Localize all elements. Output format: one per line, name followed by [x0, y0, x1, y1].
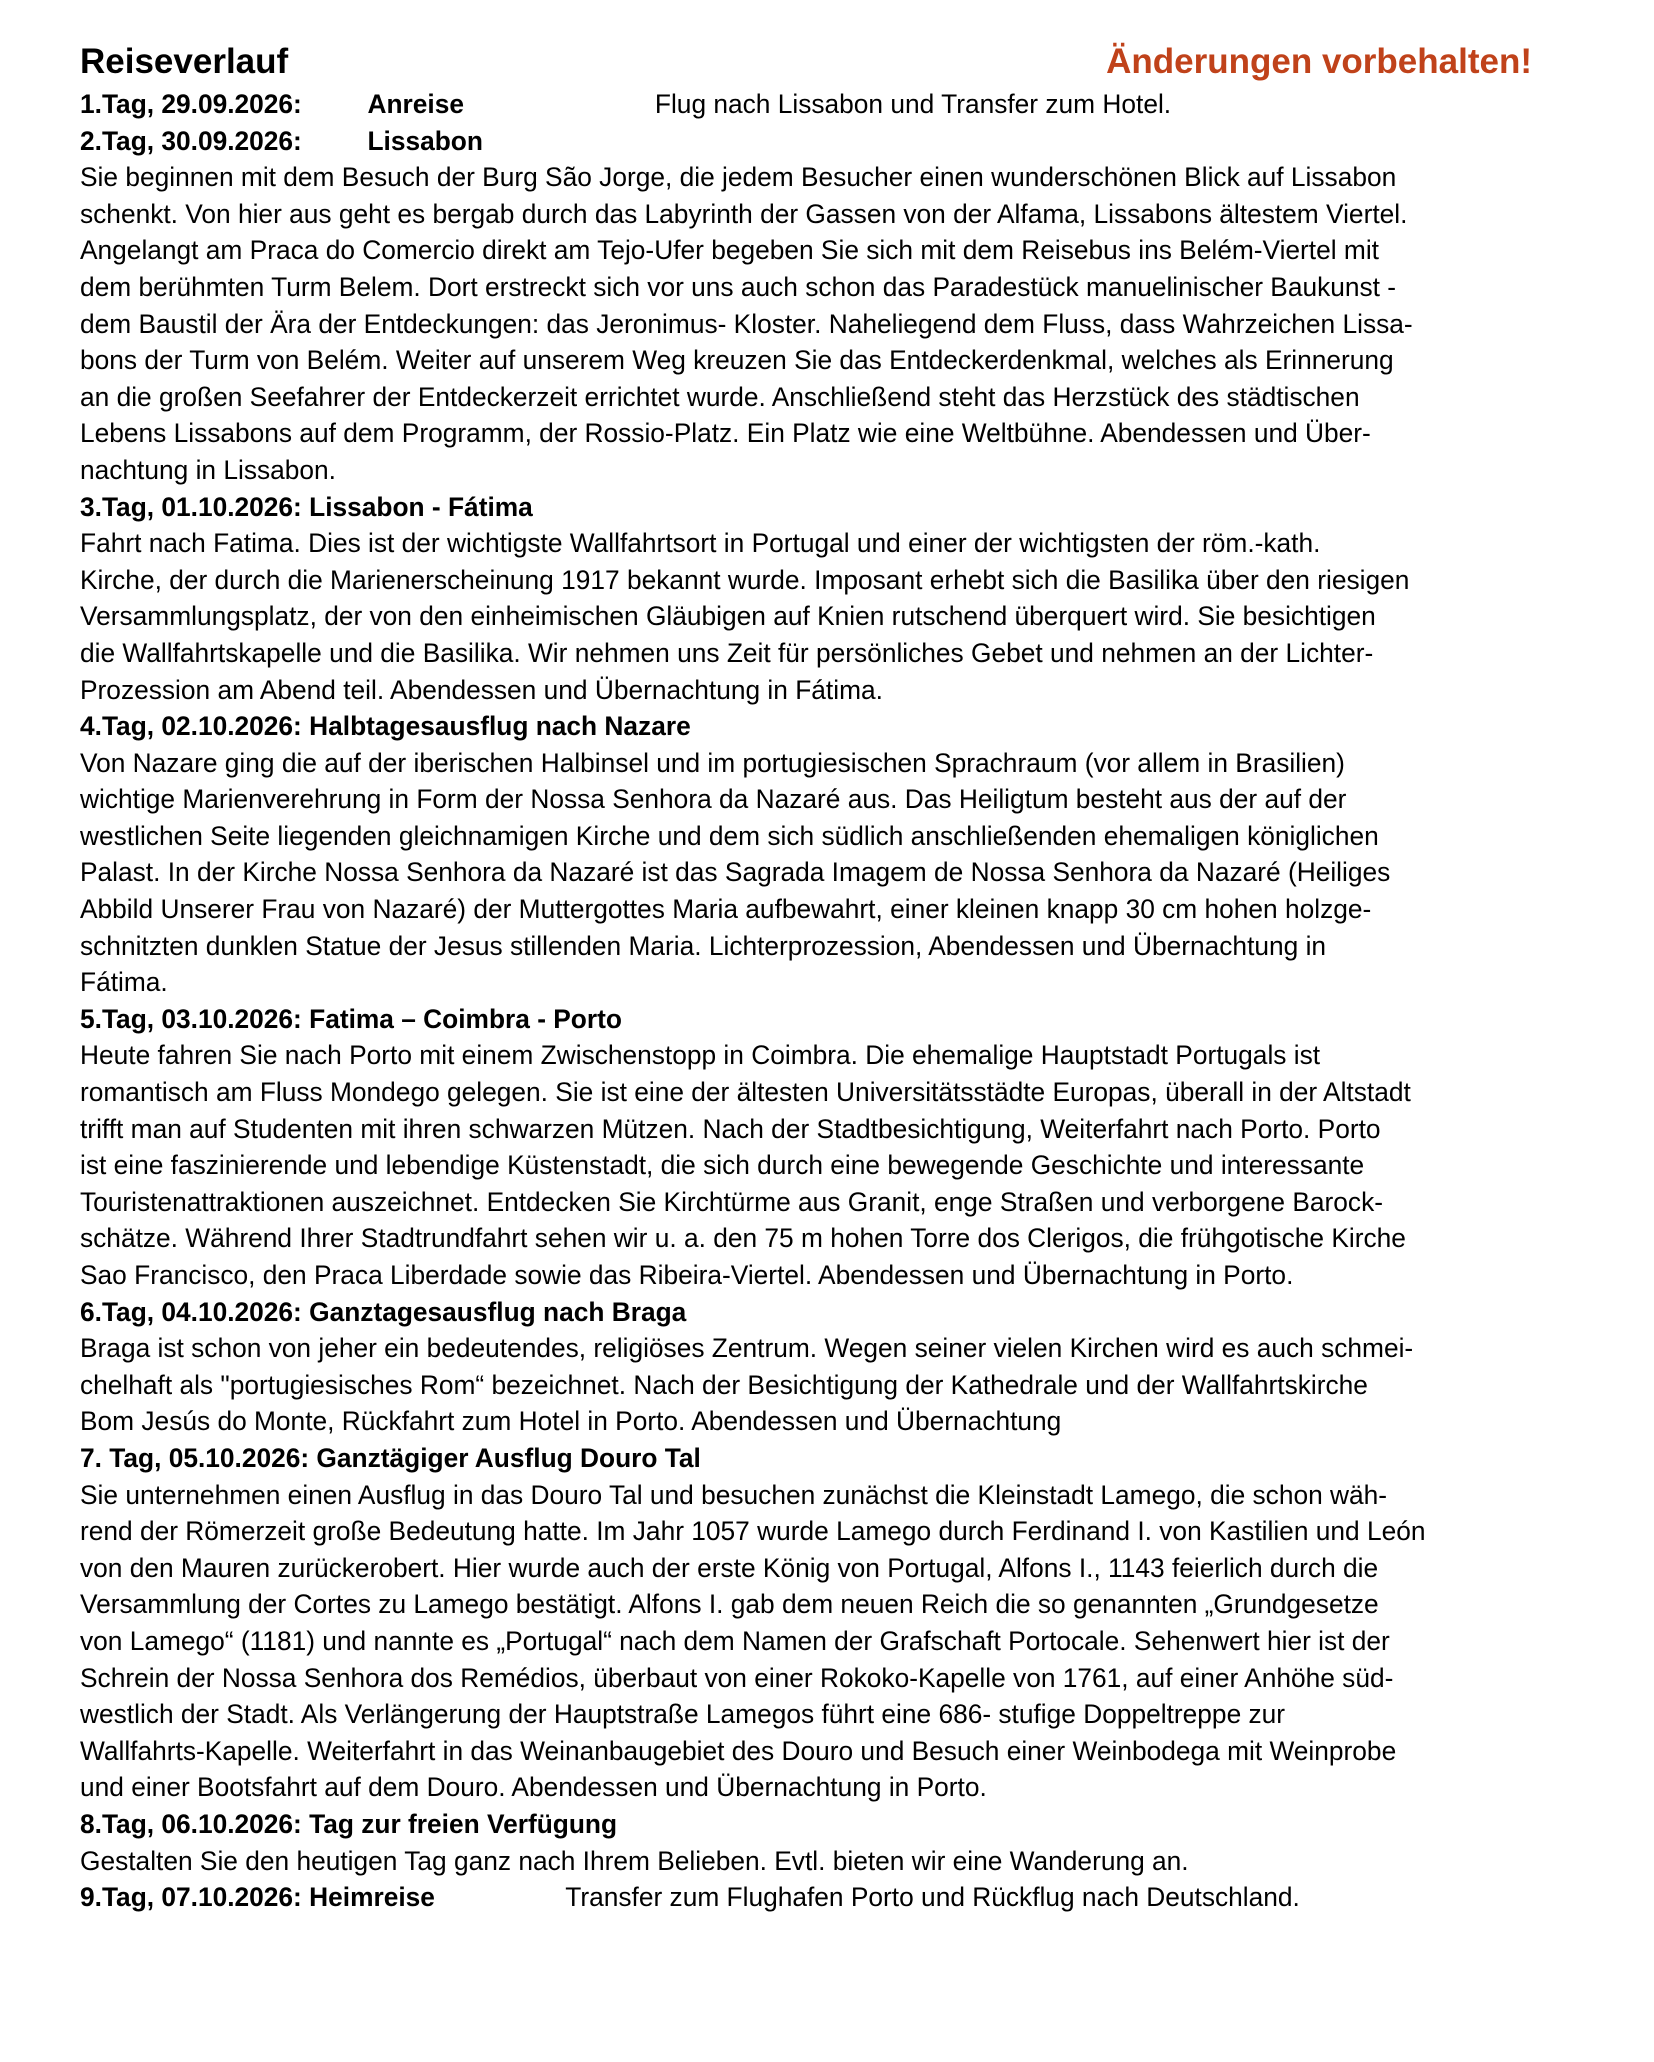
text-line: Heute fahren Sie nach Porto mit einem Zwischenstopp in Coimbra. Die ehemalige Hauptstadt Portugals ist [80, 1040, 1321, 1071]
text-line: dem Baustil der Ära der Entdeckungen: das Jeronimus- Kloster. Naheliegend dem Fluss, dass Wahrzeichen Lissa- [80, 308, 1413, 339]
day-2-date: 2.Tag, 30.09.2026: [80, 125, 302, 156]
text-line: trifft man auf Studenten mit ihren schwarzen Mützen. Nach der Stadtbesichtigung, Weiterfahrt nach Porto. Porto [80, 1113, 1381, 1144]
text-line: schnitzten dunklen Statue der Jesus stillenden Maria. Lichterprozession, Abendessen und Übernachtung in [80, 930, 1327, 961]
page-title: Reiseverlauf [80, 42, 289, 81]
day-6-description [80, 1330, 1640, 1440]
text-line: schätze. Während Ihrer Stadtrundfahrt sehen wir u. a. den 75 m hohen Torre dos Clerigos, die frühgotische Kirche [80, 1223, 1406, 1254]
day-1-heading [80, 86, 1600, 123]
day-5-heading: 5.Tag, 03.10.2026: Fatima – Coimbra - Porto [80, 1003, 622, 1034]
text-line: schenkt. Von hier aus geht es bergab durch das Labyrinth der Gassen von der Alfama, Lissabons ältestem Viertel. [80, 198, 1408, 229]
text-line: Fátima. [80, 967, 168, 998]
text-line: Von Nazare ging die auf der iberischen Halbinsel und im portugiesischen Sprachraum (vor allem in Brasilien) [80, 747, 1345, 778]
text-line: an die großen Seefahrer der Entdeckerzeit errichtet wurde. Anschließend steht das Herzstück des städtischen [80, 381, 1360, 412]
day-3-description [80, 525, 1640, 708]
text-line: rend der Römerzeit große Bedeutung hatte. Im Jahr 1057 wurde Lamego durch Ferdinand I. von Kastilien und León [80, 1516, 1426, 1547]
day-9-heading [80, 1879, 1600, 1916]
text-line: Abbild Unserer Frau von Nazaré) der Muttergottes Maria aufbewahrt, einer kleinen knapp 30 cm hohen holzge- [80, 894, 1372, 925]
text-line: Bom Jesús do Monte, Rückfahrt zum Hotel in Porto. Abendessen und Übernachtung [80, 1406, 1062, 1437]
text-line: chelhaft als "portugiesisches Rom“ bezeichnet. Nach der Besichtigung der Kathedrale und der Wallfahrtskirche [80, 1369, 1368, 1400]
text-line: bons der Turm von Belém. Weiter auf unserem Weg kreuzen Sie das Entdeckerdenkmal, welches als Erinnerung [80, 345, 1394, 376]
text-line: Sie unternehmen einen Ausflug in das Douro Tal und besuchen zunächst die Kleinstadt Lamego, die schon wäh- [80, 1479, 1388, 1510]
text-line: Wallfahrts-Kapelle. Weiterfahrt in das Weinanbaugebiet des Douro und Besuch einer Weinbodega mit Weinprobe [80, 1735, 1397, 1766]
text-line: Sao Francisco, den Praca Liberdade sowie das Ribeira-Viertel. Abendessen und Übernachtung in Porto. [80, 1260, 1294, 1290]
day-1-label: Anreise [367, 89, 464, 119]
day-4-heading: 4.Tag, 02.10.2026: Halbtagesausflug nach Nazare [80, 711, 691, 742]
text-line: Gestalten Sie den heutigen Tag ganz nach Ihrem Belieben. Evtl. bieten wir eine Wanderung an. [80, 1845, 1189, 1876]
day-2-heading [80, 123, 1600, 160]
day-1-text: Flug nach Lissabon und Transfer zum Hotel. [654, 89, 1172, 119]
day-5-description [80, 1037, 1640, 1293]
text-line: nachtung in Lissabon. [80, 454, 336, 485]
text-line: von Lamego“ (1181) und nannte es „Portugal“ nach dem Namen der Grafschaft Portocale. Sehenwert hier ist der [80, 1625, 1390, 1656]
day-1-date: 1.Tag, 29.09.2026: [80, 89, 302, 119]
day-2-description [80, 159, 1640, 488]
day-7-heading: 7. Tag, 05.10.2026: Ganztägiger Ausflug Douro Tal [80, 1442, 701, 1473]
text-line: ist eine faszinierende und lebendige Küstenstadt, die sich durch eine bewegende Geschichte und interessante [80, 1150, 1365, 1181]
text-line: Touristenattraktionen auszeichnet. Entdecken Sie Kirchtürme aus Granit, enge Straßen und verborgene Barock- [80, 1186, 1384, 1217]
text-line: die Wallfahrtskapelle und die Basilika. Wir nehmen uns Zeit für persönliches Gebet und nehmen an der Lichter- [80, 637, 1374, 668]
text-line: Versammlung der Cortes zu Lamego bestätigt. Alfons I. gab dem neuen Reich die so genannten „Grundgesetze [80, 1589, 1379, 1620]
text-line: Versammlungsplatz, der von den einheimischen Gläubigen auf Knien rutschend überquert wird. Sie besichtigen [80, 601, 1376, 632]
text-line: westlichen Seite liegenden gleichnamigen Kirche und dem sich südlich anschließenden ehemaligen königlichen [80, 820, 1379, 851]
text-line: westlich der Stadt. Als Verlängerung der Hauptstraße Lamegos führt eine 686- stufige Doppeltreppe zur [80, 1699, 1286, 1730]
day-6-heading: 6.Tag, 04.10.2026: Ganztagesausflug nach Braga [80, 1296, 687, 1327]
text-line: Sie beginnen mit dem Besuch der Burg São Jorge, die jedem Besucher einen wunderschönen Blick auf Lissabon [80, 162, 1397, 193]
text-line: Kirche, der durch die Marienerscheinung 1917 bekannt wurde. Imposant erhebt sich die Basilika über den riesigen [80, 564, 1410, 595]
text-line: Angelangt am Praca do Comercio direkt am Tejo-Ufer begeben Sie sich mit dem Reisebus ins Belém-Viertel mit [80, 235, 1379, 266]
text-line: Schrein der Nossa Senhora dos Remédios, überbaut von einer Rokoko-Kapelle von 1761, auf einer Anhöhe süd- [80, 1662, 1394, 1693]
day-9-text: Transfer zum Flughafen Porto und Rückflug nach Deutschland. [565, 1882, 1300, 1913]
day-4-description [80, 745, 1640, 1001]
day-3-heading: 3.Tag, 01.10.2026: Lissabon - Fátima [80, 491, 533, 522]
text-line: von den Mauren zurückerobert. Hier wurde auch der erste König von Portugal, Alfons I., 1143 feierlich durch die [80, 1552, 1379, 1583]
text-line: romantisch am Fluss Mondego gelegen. Sie ist eine der ältesten Universitätsstädte Europas, überall in der Altstadt [80, 1077, 1411, 1108]
day-9-date: 9.Tag, 07.10.2026: Heimreise [80, 1882, 435, 1913]
day-8-description [80, 1843, 1640, 1880]
text-line: dem berühmten Turm Belem. Dort erstreckt sich vor uns auch schon das Paradestück manuelinischer Baukunst - [80, 271, 1397, 302]
text-line: und einer Bootsfahrt auf dem Douro. Abendessen und Übernachtung in Porto. [80, 1772, 987, 1803]
text-line: Braga ist schon von jeher ein bedeutendes, religiöses Zentrum. Wegen seiner vielen Kirchen wird es auch schmei- [80, 1333, 1414, 1364]
text-line: Lebens Lissabons auf dem Programm, der Rossio-Platz. Ein Platz wie eine Weltbühne. Abendessen und Über- [80, 418, 1371, 449]
text-line: wichtige Marienverehrung in Form der Nossa Senhora da Nazaré aus. Das Heiligtum besteht aus der auf der [80, 784, 1347, 815]
day-2-label: Lissabon [367, 125, 483, 156]
itinerary [80, 86, 1640, 1916]
text-line: Prozession am Abend teil. Abendessen und Übernachtung in Fátima. [80, 674, 883, 705]
day-7-description [80, 1477, 1640, 1806]
changes-notice: Änderungen vorbehalten! [1106, 42, 1532, 81]
text-line: Palast. In der Kirche Nossa Senhora da Nazaré ist das Sagrada Imagem de Nossa Senhora da Nazaré (Heiliges [80, 857, 1391, 888]
text-line: Fahrt nach Fatima. Dies ist der wichtigste Wallfahrtsort in Portugal und einer der wichtigsten der röm.-kath. [80, 528, 1321, 559]
day-8-heading: 8.Tag, 06.10.2026: Tag zur freien Verfügung [80, 1808, 618, 1839]
